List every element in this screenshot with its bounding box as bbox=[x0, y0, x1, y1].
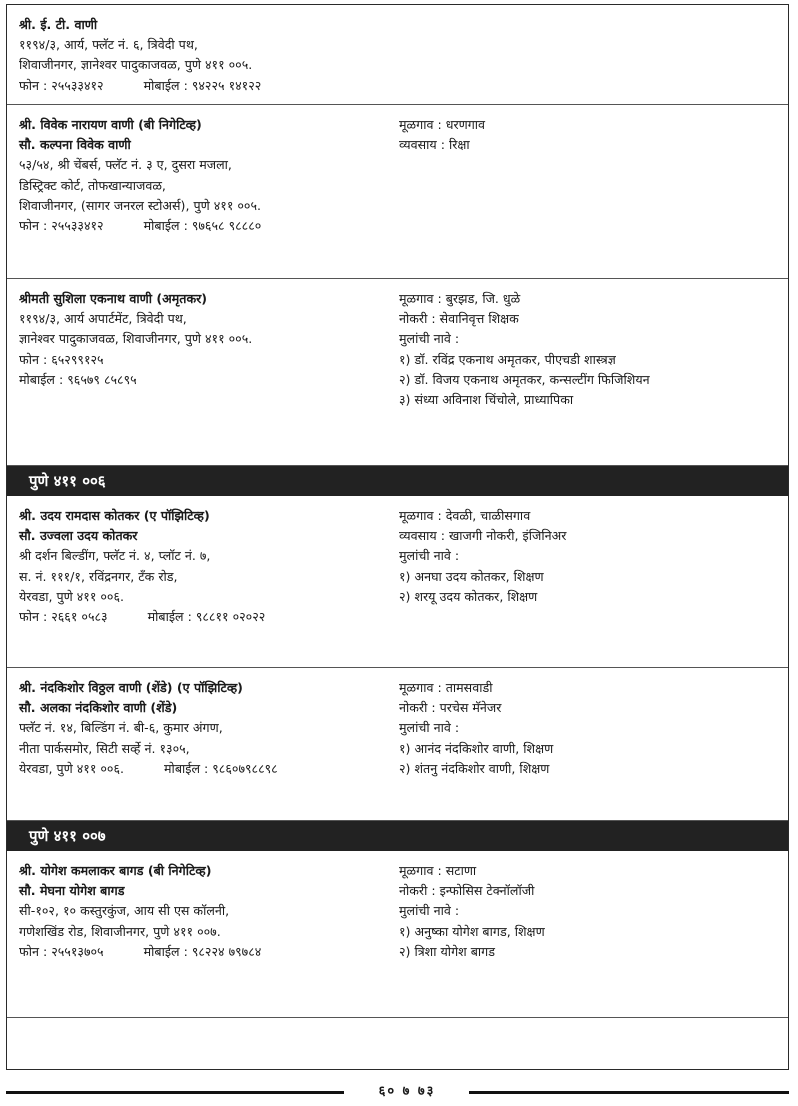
directory-entry bbox=[7, 5, 788, 105]
directory-entry bbox=[7, 668, 788, 821]
directory-entry bbox=[7, 105, 788, 279]
page-number: ६० ७ ७३ bbox=[378, 1084, 436, 1099]
contact-line bbox=[19, 759, 389, 779]
address-line: सी-१०२, १० कस्तुरकुंज, आय सी एस कॉलनी, bbox=[19, 903, 230, 919]
person-name: सौ. अलका नंदकिशोर वाणी (शेंडे) bbox=[19, 700, 178, 716]
person-name: श्री. नंदकिशोर विठ्ठल वाणी (शेंडे) (ए पॉझिटिव्ह) bbox=[19, 680, 243, 695]
mobile-number: मोबाईल : ९७६५८ ९८८८० bbox=[143, 218, 262, 234]
detail-line: मुलांची नावे : bbox=[399, 331, 460, 347]
address-line: ११९४/३, आर्य अपार्टमेंट, त्रिवेदी पथ, bbox=[19, 311, 187, 327]
person-name: श्री. विवेक नारायण वाणी (बी निगेटिव्ह) bbox=[19, 117, 202, 132]
phone-number: फोन : २६६१ ०५८३ bbox=[19, 609, 108, 625]
entry-details-column bbox=[399, 861, 779, 962]
mobile-number: मोबाईल : ९४२२५ १४१२२ bbox=[143, 77, 262, 93]
footer-rule-left bbox=[6, 1091, 344, 1094]
detail-line: १) अनुष्का योगेश बागड, शिक्षण bbox=[399, 923, 545, 939]
phone-number: फोन : २५५३३४१२ bbox=[19, 218, 104, 234]
entry-address-column bbox=[19, 506, 389, 627]
detail-line: मूळगाव : देवळी, चाळीसगाव bbox=[399, 508, 531, 523]
entry-details-column bbox=[399, 678, 779, 779]
person-name: सौ. मेघना योगेश बागड bbox=[19, 883, 125, 899]
phone-number: फोन : २५५३३४१२ bbox=[19, 77, 104, 93]
mobile-number: मोबाईल : ९८६०७९८८९८ bbox=[164, 760, 278, 776]
phone-number: येरवडा, पुणे ४११ ००६. bbox=[19, 760, 125, 776]
directory-entry bbox=[7, 496, 788, 668]
footer-rule-right bbox=[469, 1091, 789, 1094]
address-line: गणेशखिंड रोड, शिवाजीनगर, पुणे ४११ ००७. bbox=[19, 923, 221, 939]
section-header-label: पुणे ४११ ००७ bbox=[29, 827, 106, 845]
address-line: डिस्ट्रिक्ट कोर्ट, तोफखान्याजवळ, bbox=[19, 177, 166, 193]
contact-line bbox=[19, 607, 389, 627]
detail-line: नोकरी : सेवानिवृत्त शिक्षक bbox=[399, 311, 519, 327]
section-header-label: पुणे ४११ ००६ bbox=[29, 472, 106, 490]
section-header-pune-411007 bbox=[7, 821, 788, 851]
person-name: श्री. योगेश कमलाकर बागड (बी निगेटिव्ह) bbox=[19, 863, 212, 878]
entry-address-column bbox=[19, 678, 389, 779]
person-name: श्री. उदय रामदास कोतकर (ए पॉझिटिव्ह) bbox=[19, 508, 210, 523]
address-line: येरवडा, पुणे ४११ ००६. bbox=[19, 588, 125, 604]
entry-address-column bbox=[19, 15, 389, 96]
entry-address-column bbox=[19, 115, 389, 236]
person-name: सौ. उज्वला उदय कोतकर bbox=[19, 528, 138, 544]
directory-entry bbox=[7, 851, 788, 1018]
person-name: सौ. कल्पना विवेक वाणी bbox=[19, 137, 131, 153]
phone-number: फोन : २५५१३७०५ bbox=[19, 943, 104, 959]
detail-line: व्यवसाय : रिक्षा bbox=[399, 137, 470, 153]
page-footer bbox=[6, 1083, 789, 1099]
address-line: ५३/५४, श्री चेंबर्स, फ्लॅट नं. ३ ए, दुसरा मजला, bbox=[19, 157, 232, 173]
address-line: ज्ञानेश्वर पादुकाजवळ, शिवाजीनगर, पुणे ४११ ००५. bbox=[19, 331, 253, 347]
detail-line: ३) संध्या अविनाश चिंचोले, प्राध्यापिका bbox=[399, 392, 574, 408]
section-header-pune-411006 bbox=[7, 466, 788, 496]
address-line: मोबाईल : ९६५७९ ८५८९५ bbox=[19, 371, 137, 387]
address-line: ११९४/३, आर्य, फ्लॅट नं. ६, त्रिवेदी पथ, bbox=[19, 37, 198, 53]
detail-line: मूळगाव : बुरझड, जि. धुळे bbox=[399, 291, 521, 306]
detail-line: १) अनघा उदय कोतकर, शिक्षण bbox=[399, 568, 544, 584]
address-line: शिवाजीनगर, (सागर जनरल स्टोअर्स), पुणे ४११ ००५. bbox=[19, 197, 262, 213]
person-name: श्रीमती सुशिला एकनाथ वाणी (अमृतकर) bbox=[19, 291, 208, 306]
entry-details-column bbox=[399, 289, 779, 410]
detail-line: मुलांची नावे : bbox=[399, 548, 460, 564]
directory-page bbox=[6, 4, 789, 1070]
entry-details-column bbox=[399, 506, 779, 607]
contact-line bbox=[19, 216, 389, 236]
detail-line: मूळगाव : सटाणा bbox=[399, 863, 477, 878]
mobile-number: मोबाईल : ९८८११ ०२०२२ bbox=[147, 609, 266, 625]
detail-line: १) आनंद नंदकिशोर वाणी, शिक्षण bbox=[399, 740, 554, 756]
entry-address-column bbox=[19, 289, 389, 390]
detail-line: नोकरी : परचेस मॅनेजर bbox=[399, 700, 502, 716]
detail-line: २) त्रिशा योगेश बागड bbox=[399, 943, 496, 959]
address-line: फोन : ६५२९९१२५ bbox=[19, 351, 104, 367]
entry-details-column bbox=[399, 115, 779, 155]
detail-line: मुलांची नावे : bbox=[399, 903, 460, 919]
contact-line bbox=[19, 76, 389, 96]
detail-line: १) डॉ. रविंद्र एकनाथ अमृतकर, पीएचडी शास्त्रज्ञ bbox=[399, 351, 616, 367]
detail-line: नोकरी : इन्फोसिस टेक्नॉलॉजी bbox=[399, 883, 535, 899]
entry-address-column bbox=[19, 861, 389, 962]
address-line: फ्लॅट नं. १४, बिल्डिंग नं. बी-६, कुमार अंगण, bbox=[19, 720, 223, 736]
address-line: श्री दर्शन बिल्डींग, फ्लॅट नं. ४, प्लॉट नं. ७, bbox=[19, 548, 211, 564]
address-line: शिवाजीनगर, ज्ञानेश्वर पादुकाजवळ, पुणे ४११ ००५. bbox=[19, 57, 253, 73]
address-line: स. नं. १११/१, रविंद्रनगर, टँक रोड, bbox=[19, 568, 178, 584]
contact-line bbox=[19, 942, 389, 962]
detail-line: व्यवसाय : खाजगी नोकरी, इंजिनिअर bbox=[399, 528, 567, 544]
detail-line: २) डॉ. विजय एकनाथ अमृतकर, कन्सल्टींग फिजिशियन bbox=[399, 371, 650, 387]
detail-line: मूळगाव : तामसवाडी bbox=[399, 680, 493, 695]
detail-line: मुलांची नावे : bbox=[399, 720, 460, 736]
detail-line: २) शंतनु नंदकिशोर वाणी, शिक्षण bbox=[399, 760, 550, 776]
person-name: श्री. ई. टी. वाणी bbox=[19, 17, 98, 32]
detail-line: मूळगाव : धरणगाव bbox=[399, 117, 486, 132]
address-line: नीता पार्कसमोर, सिटी सर्व्हे नं. १३०५, bbox=[19, 740, 190, 756]
mobile-number: मोबाईल : ९८२२४ ७९७८४ bbox=[143, 943, 262, 959]
directory-entry bbox=[7, 279, 788, 466]
detail-line: २) शरयू उदय कोतकर, शिक्षण bbox=[399, 588, 538, 604]
